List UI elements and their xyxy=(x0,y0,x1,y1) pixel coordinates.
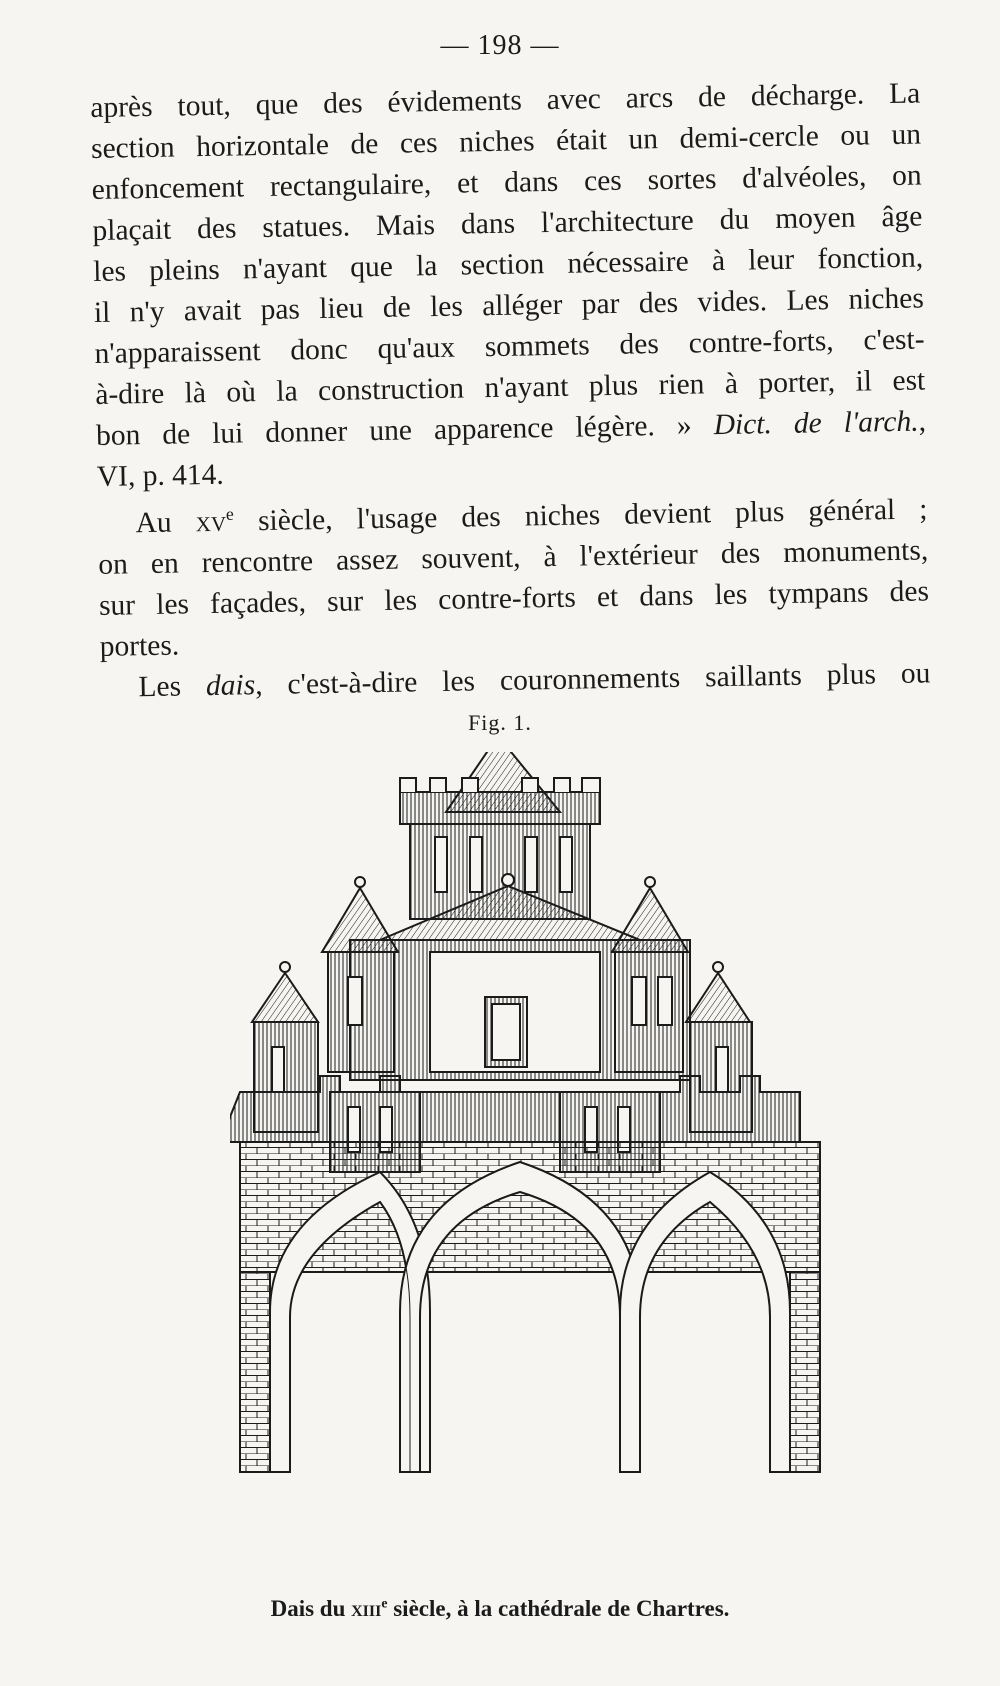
page-number: — 198 — xyxy=(440,30,560,61)
text-line: n'apparaissent donc qu'aux sommets des contre-forts, c'est- xyxy=(94,323,925,370)
text-line: section horizontale de ces niches était un demi-cercle ou un xyxy=(90,118,922,165)
text-line: les pleins n'ayant que la section nécessaire à leur fonction, xyxy=(92,241,924,288)
text-line: sur les façades, sur les contre-forts et dans les tympans des xyxy=(98,575,930,622)
text-line: à-dire là où la construction n'ayant plus rien à porter, il est xyxy=(95,364,926,411)
text-line: il n'y avait pas lieu de les alléger par des vides. Les niches xyxy=(93,282,925,329)
text-line: après tout, que des évidements avec arcs de décharge. La xyxy=(90,77,921,124)
text-fragment: , xyxy=(918,405,927,438)
figure-caption xyxy=(0,1596,1000,1622)
emphasis-term: dais xyxy=(205,669,256,703)
caption-text: siècle, à la cathédrale de Chartres. xyxy=(393,1596,730,1621)
text-fragment: bon de lui donner une apparence légère. » xyxy=(95,409,692,452)
citation-title: Dict. de l'arch. xyxy=(713,405,919,442)
text-fragment: Au xyxy=(135,506,172,540)
text-fragment: siècle, l'usage des niches devient plus général ; xyxy=(257,493,928,538)
superscript: e xyxy=(381,1595,388,1611)
text-line: plaçait des statues. Mais dans l'architecture du moyen âge xyxy=(92,200,923,247)
figure-label: Fig. 1. xyxy=(468,710,532,735)
text-fragment: , c'est-à-dire les couronnements saillants plus ou xyxy=(254,657,931,702)
body-text xyxy=(90,74,931,709)
text-line: enfoncement rectangulaire, et dans ces sortes d'alvéoles, on xyxy=(91,159,922,206)
text-line: on en rencontre assez souvent, à l'extérieur des monuments, xyxy=(98,534,929,581)
canopy-engraving-icon xyxy=(230,752,830,1552)
text-line: VI, p. 414. xyxy=(96,458,225,493)
text-line: portes. xyxy=(99,629,180,663)
century-numeral: xiii xyxy=(351,1596,382,1621)
superscript: e xyxy=(225,503,234,524)
canopy-illustration xyxy=(230,752,830,1552)
caption-text: Dais du xyxy=(270,1596,346,1621)
century-numeral: xv xyxy=(195,505,227,539)
text-fragment: Les xyxy=(138,670,182,704)
